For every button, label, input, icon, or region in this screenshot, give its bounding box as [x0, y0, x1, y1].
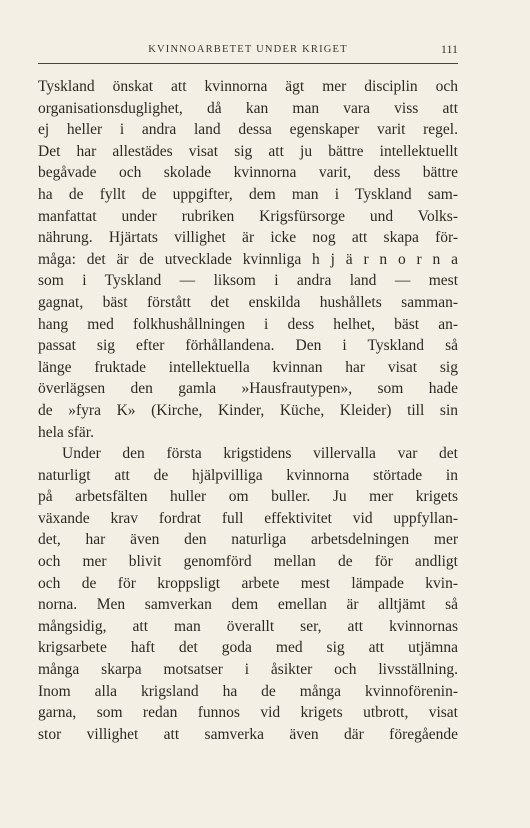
text-line: manfattat under rubriken Krigsfürsorge und Volks-: [38, 207, 458, 225]
text-line: Tyskland önskat att kvinnorna ägt mer disciplin och: [38, 78, 458, 95]
text-line: gagnat, bäst förstått det enskilda hushållets samman-: [38, 293, 458, 311]
text-line: norna. Men samverkan dem emellan är alltjämt så: [38, 596, 458, 614]
header-rule: [38, 63, 458, 64]
text-line: många skarpa motsatser i åsikter och livsställning.: [38, 661, 458, 679]
text-line: naturligt att de hjälpvilliga kvinnorna störtade in: [38, 466, 458, 484]
text-line: de »fyra K» (Kirche, Kinder, Küche, Kleider) till sin: [38, 401, 458, 419]
text-line: garna, som redan funnos vid krigets utbrott, visat: [38, 704, 458, 722]
page-number: 111: [440, 42, 458, 56]
text-line: hang med folkhushållningen i dess helhet, bäst an-: [38, 315, 458, 333]
body-text: [38, 76, 458, 745]
text-line: stor villighet att samverka även där föregående: [38, 725, 458, 743]
text-line: växande krav fordrat full effektivitet vid uppfyllan-: [38, 509, 458, 527]
text-line: som i Tyskland — liksom i andra land — mest: [38, 272, 458, 290]
text-line: överlägsen den gamla »Hausfrautypen», som hade: [38, 380, 458, 398]
paragraph: [38, 443, 458, 745]
text-line: Under den första krigstidens villervalla var det: [62, 445, 458, 463]
text-line: Inom alla krigsland ha de många kvinnoförenin-: [38, 682, 458, 700]
text-line: mångsidig, att man överallt ser, att kvinnornas: [38, 617, 458, 635]
paragraph: [38, 76, 458, 443]
text-line: och de för kroppsligt arbete mest lämpade kvin-: [38, 574, 458, 592]
running-title: KVINNOARBETET UNDER KRIGET: [148, 44, 348, 55]
text-line: organisationsduglighet, då kan man vara viss att: [38, 99, 458, 117]
text-line: och mer blivit genomförd mellan de för andligt: [38, 553, 458, 571]
text-line: ej heller i andra land dessa egenskaper varit regel.: [38, 121, 458, 139]
text-line: måga: det är de utvecklade kvinnliga h j ä r n o r n a: [38, 250, 458, 268]
text-line: hela sfär.: [38, 423, 94, 441]
text-line: krigsarbete haft det goda med sig att utjämna: [38, 639, 458, 657]
text-line: på arbetsfälten huller om buller. Ju mer krigets: [38, 488, 458, 506]
text-line: länge fruktade intellektuella kvinnan har visat sig: [38, 358, 458, 376]
text-line: begåvade och skolade kvinnorna varit, dess bättre: [38, 164, 458, 182]
text-line: nährung. Hjärtats villighet är icke nog att skapa för-: [38, 229, 458, 247]
text-line: ha de fyllt de uppgifter, dem man i Tyskland sam-: [38, 185, 458, 203]
text-line: passat sig efter förhållandena. Den i Tyskland så: [38, 337, 458, 355]
text-line: Det har allestädes visat sig att ju bättre intellektuellt: [38, 142, 458, 160]
text-line: det, har även den naturliga arbetsdelningen mer: [38, 531, 458, 549]
